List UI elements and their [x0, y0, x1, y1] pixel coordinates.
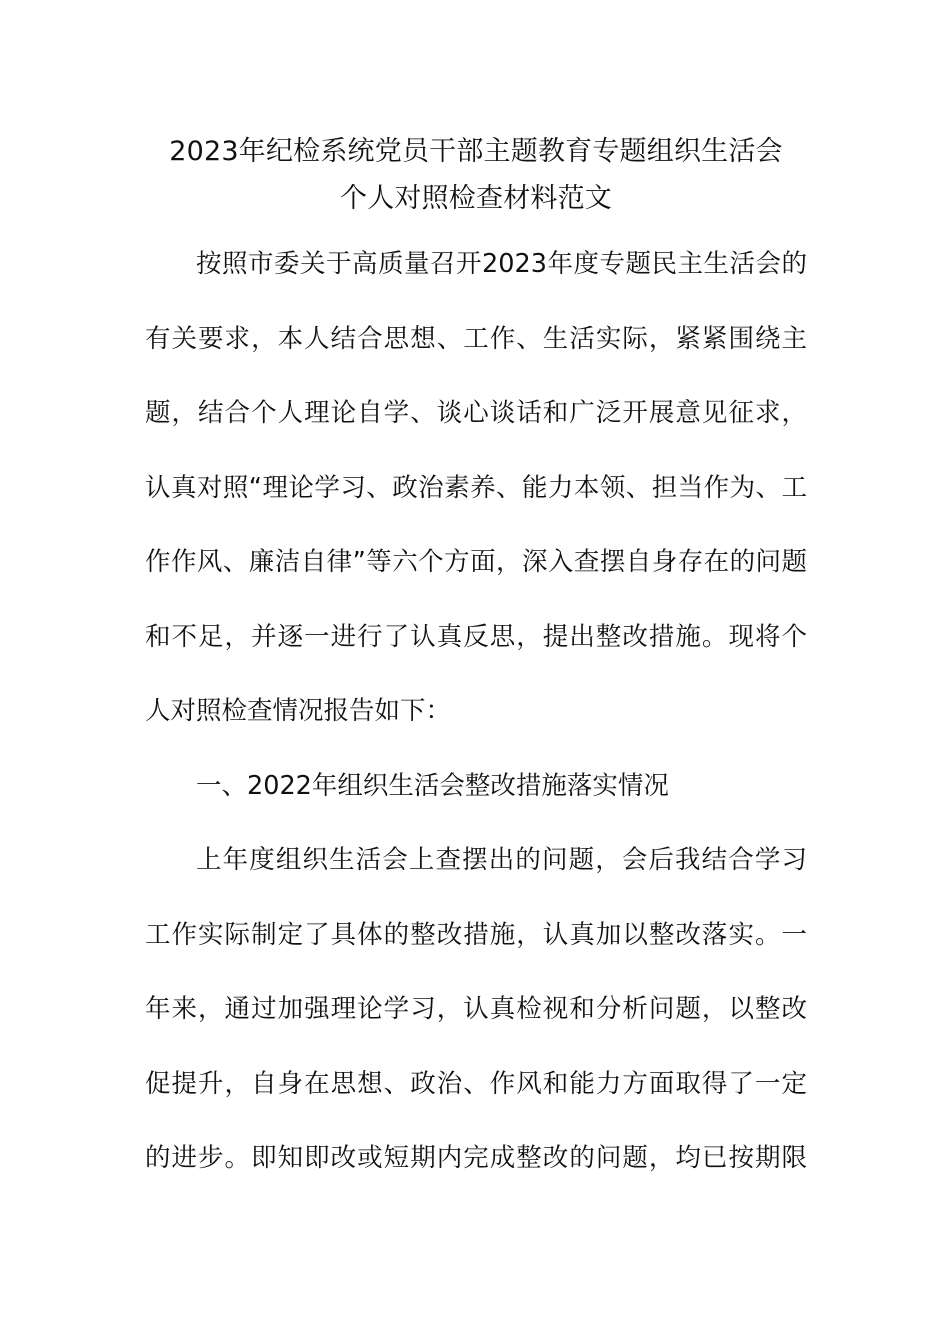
text-line: 有关要求，本人结合思想、工作、生活实际，紧紧围绕主: [145, 323, 807, 354]
paragraph-section-1: [145, 837, 807, 1210]
text-line: 促提升，自身在思想、政治、作风和能力方面取得了一定: [145, 1068, 807, 1099]
section-heading-1: [145, 763, 807, 838]
document-body: [145, 241, 807, 1210]
title-line-1: 2023年纪检系统党员干部主题教育专题组织生活会: [169, 136, 783, 167]
text-line: 年来，通过加强理论学习，认真检视和分析问题，以整改: [145, 994, 807, 1024]
text-line: 作作风、廉洁自律”等六个方面，深入查摆自身存在的问题: [145, 547, 807, 577]
text-line: 人对照检查情况报告如下：: [145, 696, 452, 726]
title-line-2: 个人对照检查材料范文: [340, 183, 612, 214]
text-line: 和不足，并逐一进行了认真反思，提出整改措施。现将个: [145, 621, 807, 652]
text-line: 的进步。即知即改或短期内完成整改的问题，均已按期限: [145, 1143, 807, 1173]
text-line: 题，结合个人理论自学、谈心谈话和广泛开展意见征求，: [145, 398, 807, 428]
text-line: 工作实际制定了具体的整改措施，认真加以整改落实。一: [145, 919, 807, 950]
section-heading-text: 一、2022年组织生活会整改措施落实情况: [196, 770, 669, 801]
text-line: 认真对照“理论学习、政治素养、能力本领、担当作为、工: [145, 472, 807, 503]
text-line: 上年度组织生活会上查摆出的问题，会后我结合学习: [196, 845, 807, 875]
paragraph-intro: [145, 241, 807, 763]
document-title: [145, 128, 807, 222]
document-page: [145, 0, 807, 1344]
text-line: 按照市委关于高质量召开2023年度专题民主生活会的: [196, 249, 807, 279]
